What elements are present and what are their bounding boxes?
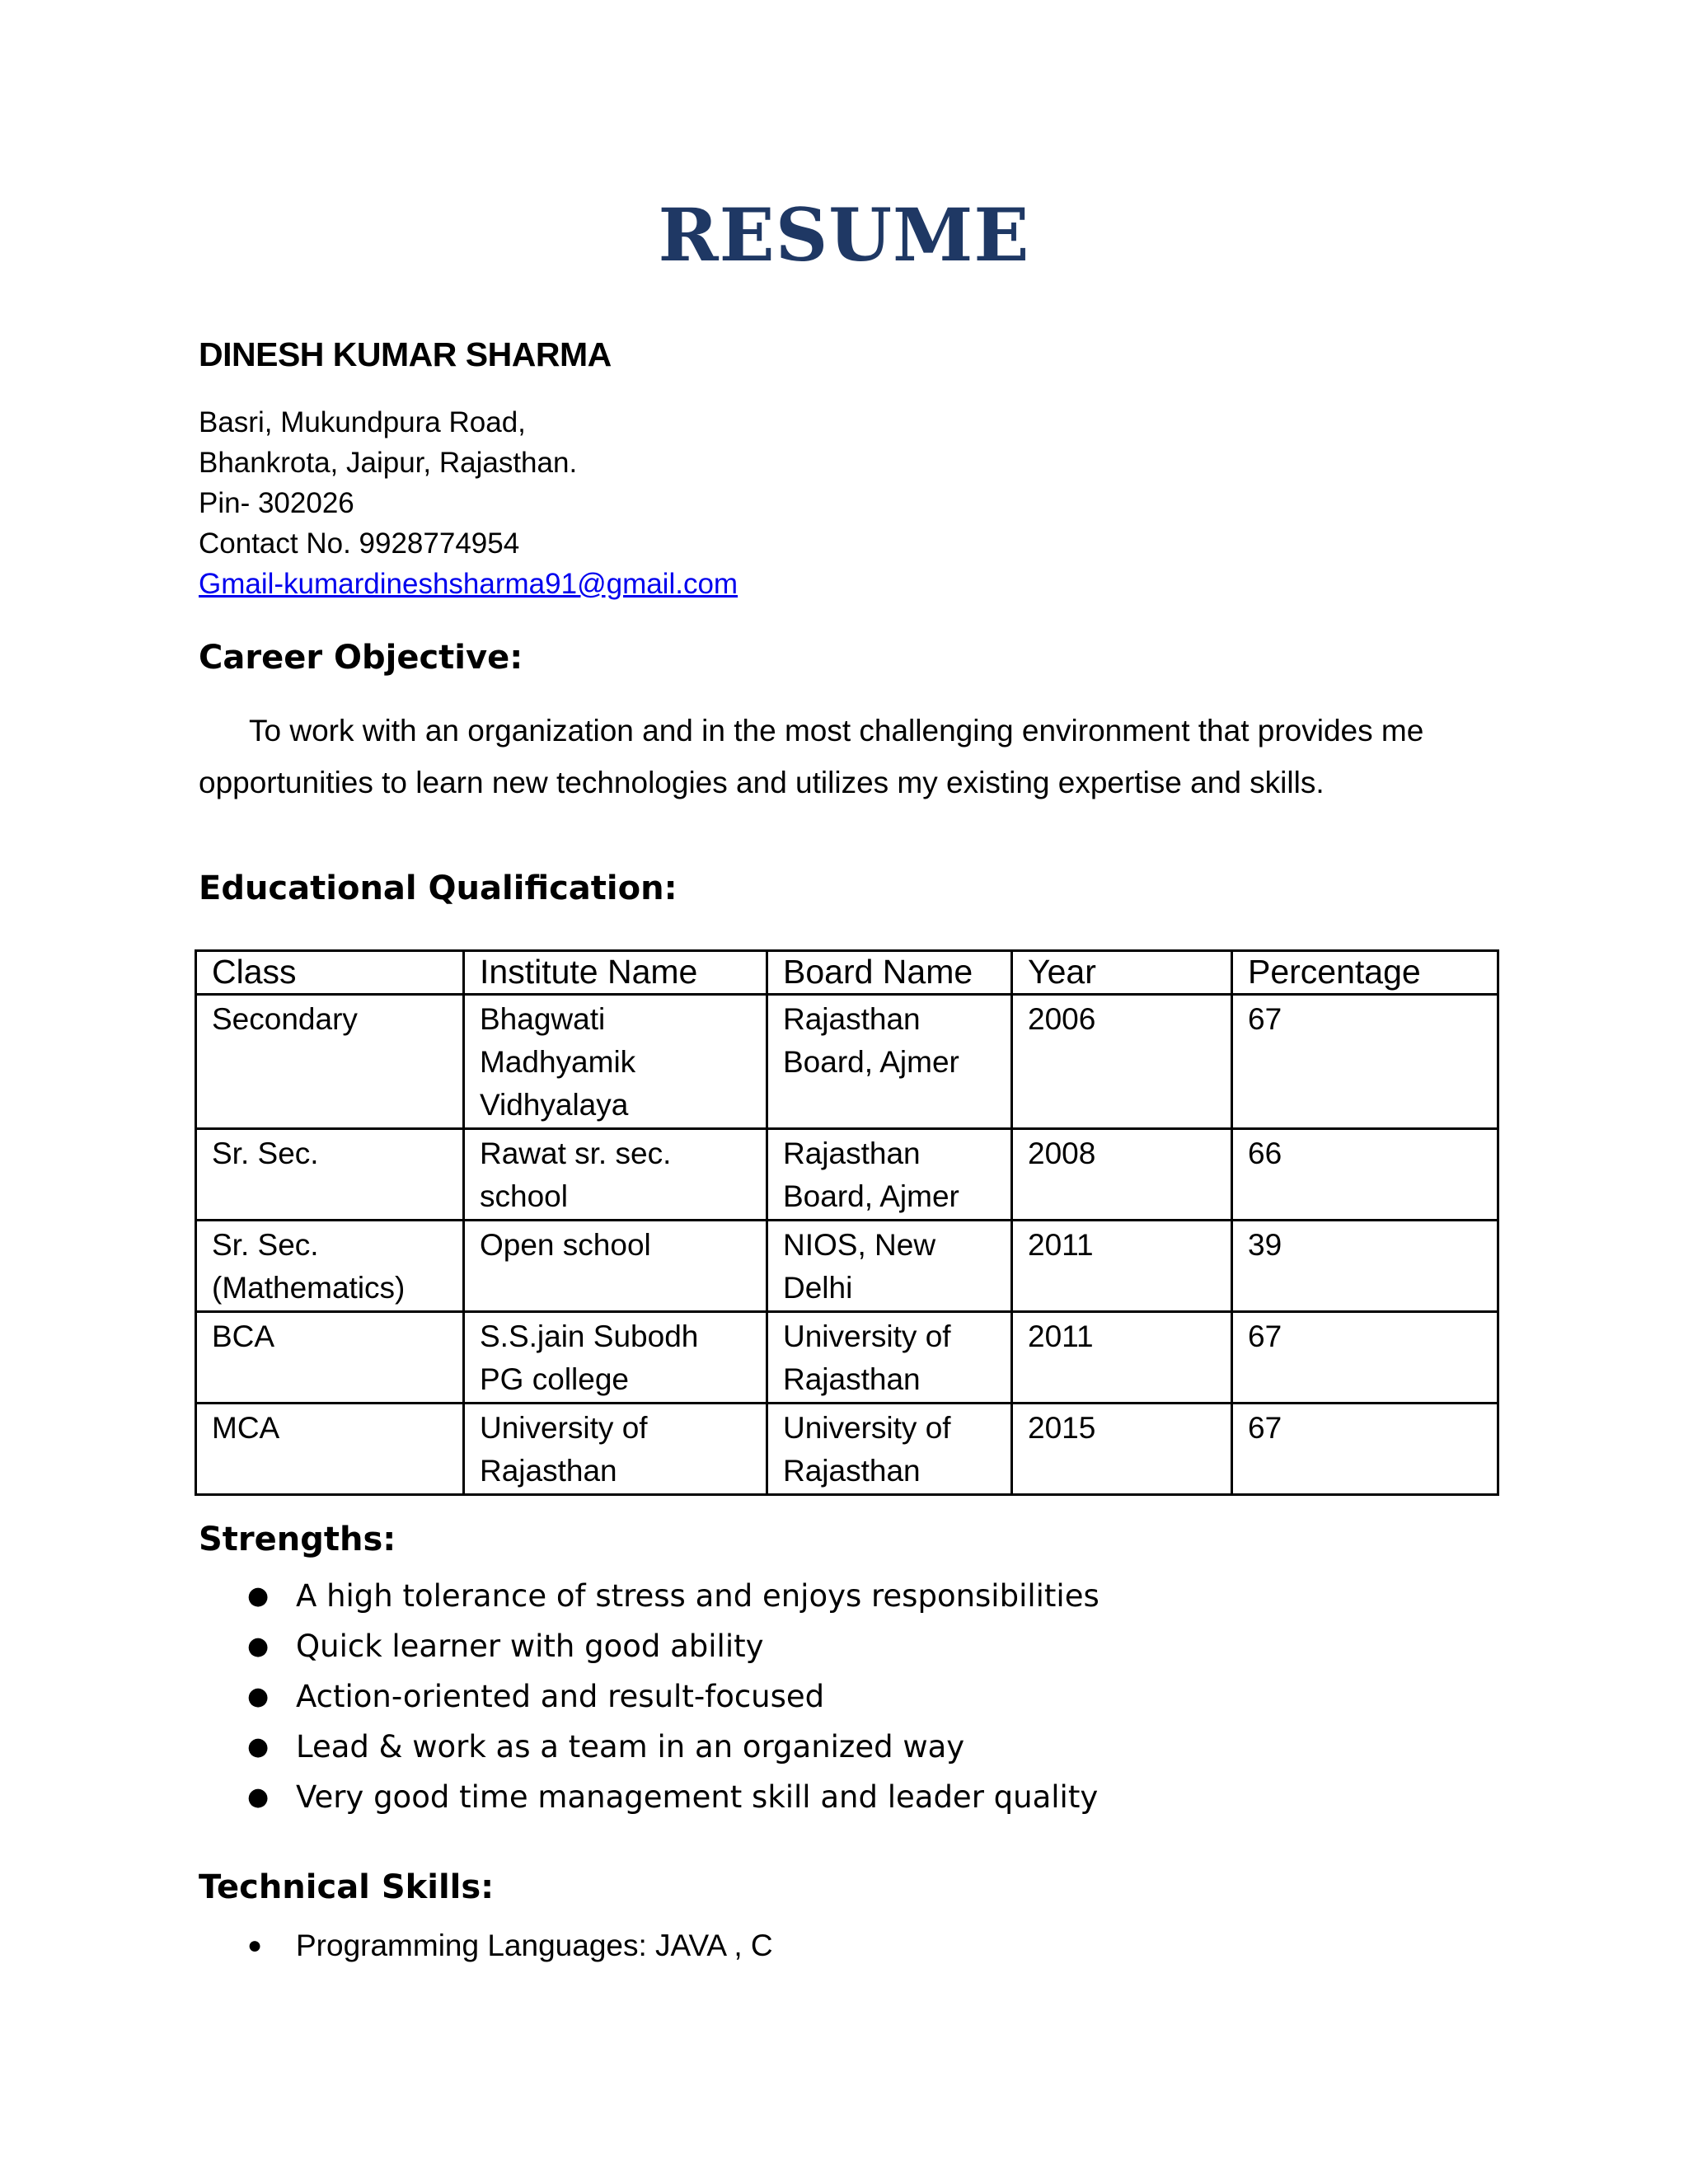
bullet-icon: ● (247, 1682, 270, 1711)
table-cell: 2011 (1012, 1221, 1232, 1312)
table-header-row (196, 951, 1498, 995)
column-header: Board Name (767, 951, 1012, 995)
contact-number: Contact No. 9928774954 (199, 527, 520, 560)
table-cell: 2011 (1012, 1312, 1232, 1404)
strength-text: Lead & work as a team in an organized way (296, 1729, 965, 1765)
table-cell: 39 (1232, 1221, 1498, 1312)
table-cell: Secondary (196, 995, 464, 1129)
strengths-heading: Strengths: (199, 1521, 396, 1558)
table-cell: Rajasthan Board, Ajmer (767, 995, 1012, 1129)
table-cell: 2015 (1012, 1404, 1232, 1495)
table-cell: 67 (1232, 995, 1498, 1129)
technical-skills-list (199, 1920, 773, 1971)
candidate-name: DINESH KUMAR SHARMA (199, 335, 612, 373)
table-cell: 2008 (1012, 1129, 1232, 1221)
table-cell: S.S.jain Subodh PG college (464, 1312, 767, 1404)
table-row (196, 1129, 1498, 1221)
strength-text: Very good time management skill and leader quality (296, 1779, 1099, 1815)
table-cell: Bhagwati Madhyamik Vidhyalaya (464, 995, 767, 1129)
strength-text: A high tolerance of stress and enjoys responsibilities (296, 1578, 1100, 1614)
list-item (199, 1621, 1100, 1671)
career-objective-text: To work with an organization and in the most challenging environment that provides me opportunities to learn new technologies and utilizes my existing expertise and skills. (199, 714, 1424, 799)
strength-text: Action-oriented and result-focused (296, 1679, 825, 1714)
bullet-icon: ● (247, 1732, 270, 1761)
list-item (199, 1671, 1100, 1722)
list-item (199, 1571, 1100, 1621)
bullet-icon: ● (247, 1783, 270, 1811)
address-line-1: Basri, Mukundpura Road, (199, 406, 526, 438)
skill-text: Programming Languages: JAVA , C (296, 1929, 773, 1962)
strengths-list (199, 1571, 1100, 1822)
table-row (196, 995, 1498, 1129)
table-cell: University of Rajasthan (767, 1404, 1012, 1495)
table-cell: BCA (196, 1312, 464, 1404)
table-cell: NIOS, New Delhi (767, 1221, 1012, 1312)
table-row (196, 1312, 1498, 1404)
table-cell: University of Rajasthan (464, 1404, 767, 1495)
bullet-icon: ● (247, 1632, 270, 1661)
address-line-2: Bhankrota, Jaipur, Rajasthan. (199, 447, 578, 479)
list-item (199, 1722, 1100, 1772)
list-item (199, 1920, 773, 1971)
column-header: Year (1012, 951, 1232, 995)
table-cell: Rajasthan Board, Ajmer (767, 1129, 1012, 1221)
education-heading: Educational Qualification: (199, 869, 678, 907)
table-cell: MCA (196, 1404, 464, 1495)
table-cell: 67 (1232, 1312, 1498, 1404)
education-table (195, 949, 1499, 1496)
bullet-icon: ● (247, 1582, 270, 1610)
contact-block (199, 402, 738, 604)
table-cell: Rawat sr. sec. school (464, 1129, 767, 1221)
table-cell: Sr. Sec. (Mathematics) (196, 1221, 464, 1312)
bullet-icon: ● (247, 1932, 263, 1959)
pin-code: Pin- 302026 (199, 487, 354, 519)
table-row (196, 1404, 1498, 1495)
column-header: Class (196, 951, 464, 995)
table-cell: University of Rajasthan (767, 1312, 1012, 1404)
email-link[interactable]: Gmail-kumardineshsharma91@gmail.com (199, 568, 738, 600)
table-row (196, 1221, 1498, 1312)
strength-text: Quick learner with good ability (296, 1629, 764, 1664)
table-cell: 2006 (1012, 995, 1232, 1129)
technical-skills-heading: Technical Skills: (199, 1868, 495, 1906)
column-header: Percentage (1232, 951, 1498, 995)
table-cell: 67 (1232, 1404, 1498, 1495)
table-cell: 66 (1232, 1129, 1498, 1221)
resume-title: RESUME (658, 192, 1030, 278)
career-objective-heading: Career Objective: (199, 639, 523, 677)
list-item (199, 1772, 1100, 1822)
column-header: Institute Name (464, 951, 767, 995)
table-cell: Sr. Sec. (196, 1129, 464, 1221)
table-cell: Open school (464, 1221, 767, 1312)
